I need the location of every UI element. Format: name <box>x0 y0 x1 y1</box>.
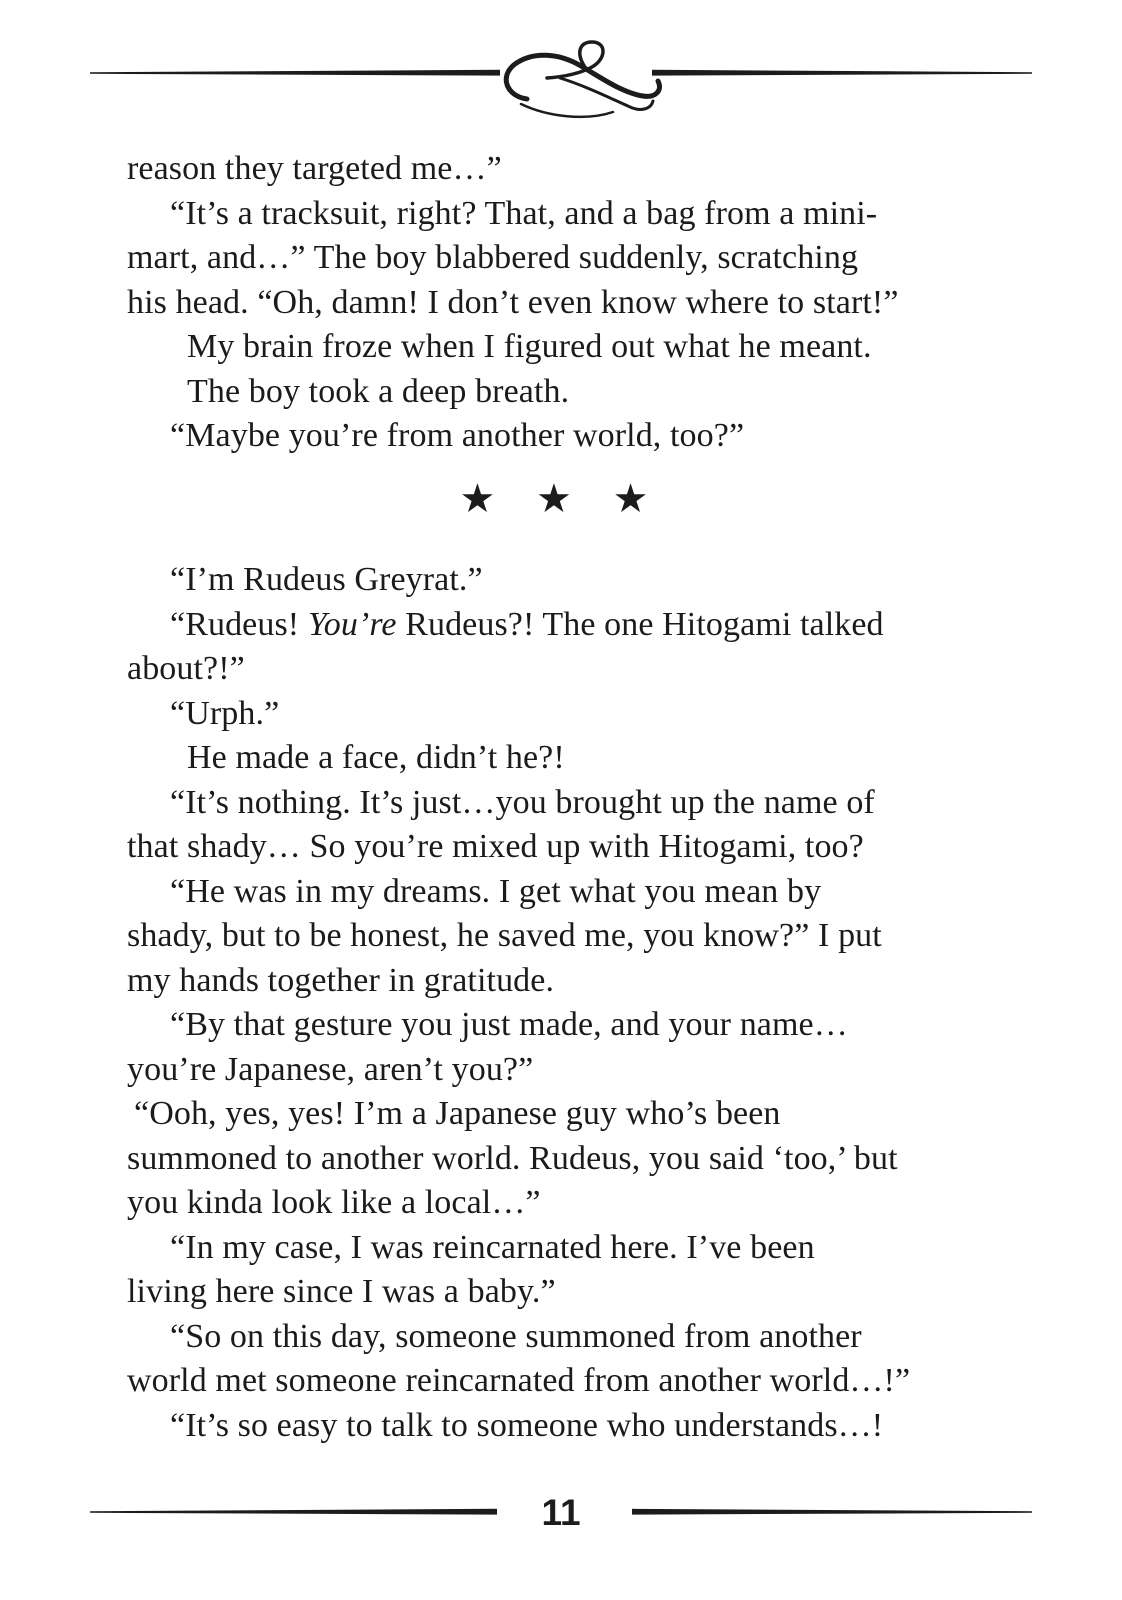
text-line <box>127 1137 1027 1182</box>
text-line <box>127 370 1027 415</box>
text-line <box>127 959 1027 1004</box>
text-segment: “So on this day, someone summoned from another <box>170 1317 862 1355</box>
text-line <box>127 1048 1027 1093</box>
text-line <box>127 558 1027 603</box>
text-line <box>127 870 1027 915</box>
text-segment: “It’s a tracksuit, right? That, and a bag from a mini- <box>170 194 878 232</box>
text-line <box>127 236 1027 281</box>
text-line <box>127 736 1027 781</box>
text-line <box>127 1092 1027 1137</box>
text-segment: mart, and…” The boy blabbered suddenly, scratching <box>127 239 859 276</box>
text-line <box>127 825 1027 870</box>
text-line <box>127 1359 1027 1404</box>
text-line <box>127 281 1027 326</box>
text-segment: my hands together in gratitude. <box>127 961 555 999</box>
text-line <box>127 147 1027 192</box>
text-line <box>127 1181 1027 1226</box>
text-line <box>127 192 1027 237</box>
text-segment: “Maybe you’re from another world, too?” <box>170 417 745 454</box>
page-footer <box>0 1490 1122 1540</box>
text-line <box>127 692 1027 737</box>
text-line <box>127 647 1027 692</box>
text-line <box>127 914 1027 959</box>
text-segment: “It’s so easy to talk to someone who understands…! <box>170 1406 884 1444</box>
text-segment: you kinda look like a local…” <box>127 1184 541 1221</box>
scene-break-stars: ★ ★ ★ <box>459 476 663 522</box>
text-segment: He made a face, didn’t he?! <box>187 739 565 776</box>
text-line <box>127 325 1027 370</box>
text-segment: summoned to another world. Rudeus, you said ‘too,’ but <box>127 1139 898 1177</box>
text-segment: “He was in my dreams. I get what you mean by <box>170 872 822 910</box>
text-segment: “It’s nothing. It’s just…you brought up the name of <box>170 783 875 821</box>
text-segment: living here since I was a baby.” <box>127 1273 556 1310</box>
text-line <box>127 1270 1027 1315</box>
text-segment: “I’m Rudeus Greyrat.” <box>170 561 483 598</box>
text-line <box>127 1404 1027 1449</box>
text-segment: “Ooh, yes, yes! I’m a Japanese guy who’s been <box>134 1095 781 1132</box>
text-block-upper <box>127 147 1027 459</box>
text-line <box>127 1003 1027 1048</box>
text-segment: “In my case, I was reincarnated here. I’ve been <box>170 1228 815 1266</box>
text-segment: The boy took a deep breath. <box>187 372 570 410</box>
text-segment: you’re Japanese, aren’t you?” <box>127 1050 534 1088</box>
text-segment: his head. “Oh, damn! I don’t even know where to start!” <box>127 283 899 321</box>
text-segment: “By that gesture you just made, and your name… <box>170 1006 848 1043</box>
text-block-lower <box>127 558 1027 1448</box>
text-segment: that shady… So you’re mixed up with Hitogami, too? <box>127 828 864 865</box>
text-line <box>127 603 1027 648</box>
top-divider-ornament-icon <box>0 0 1122 140</box>
text-segment: shady, but to be honest, he saved me, you know?” I put <box>127 917 882 954</box>
text-segment: reason they targeted me…” <box>127 150 502 187</box>
text-segment: Rudeus?! The one Hitogami talked <box>396 605 884 643</box>
text-segment: My brain froze when I figured out what he meant. <box>187 328 872 365</box>
text-line <box>127 414 1027 459</box>
text-line <box>127 1315 1027 1360</box>
page-number: 11 <box>541 1492 581 1533</box>
text-segment: “Urph.” <box>170 694 280 732</box>
text-segment: about?!” <box>127 650 245 687</box>
text-segment: “Rudeus! <box>170 605 308 643</box>
text-segment-italic: You’re <box>307 605 397 643</box>
text-segment: world met someone reincarnated from another world…!” <box>127 1362 911 1399</box>
text-line <box>127 781 1027 826</box>
text-line <box>127 1226 1027 1271</box>
